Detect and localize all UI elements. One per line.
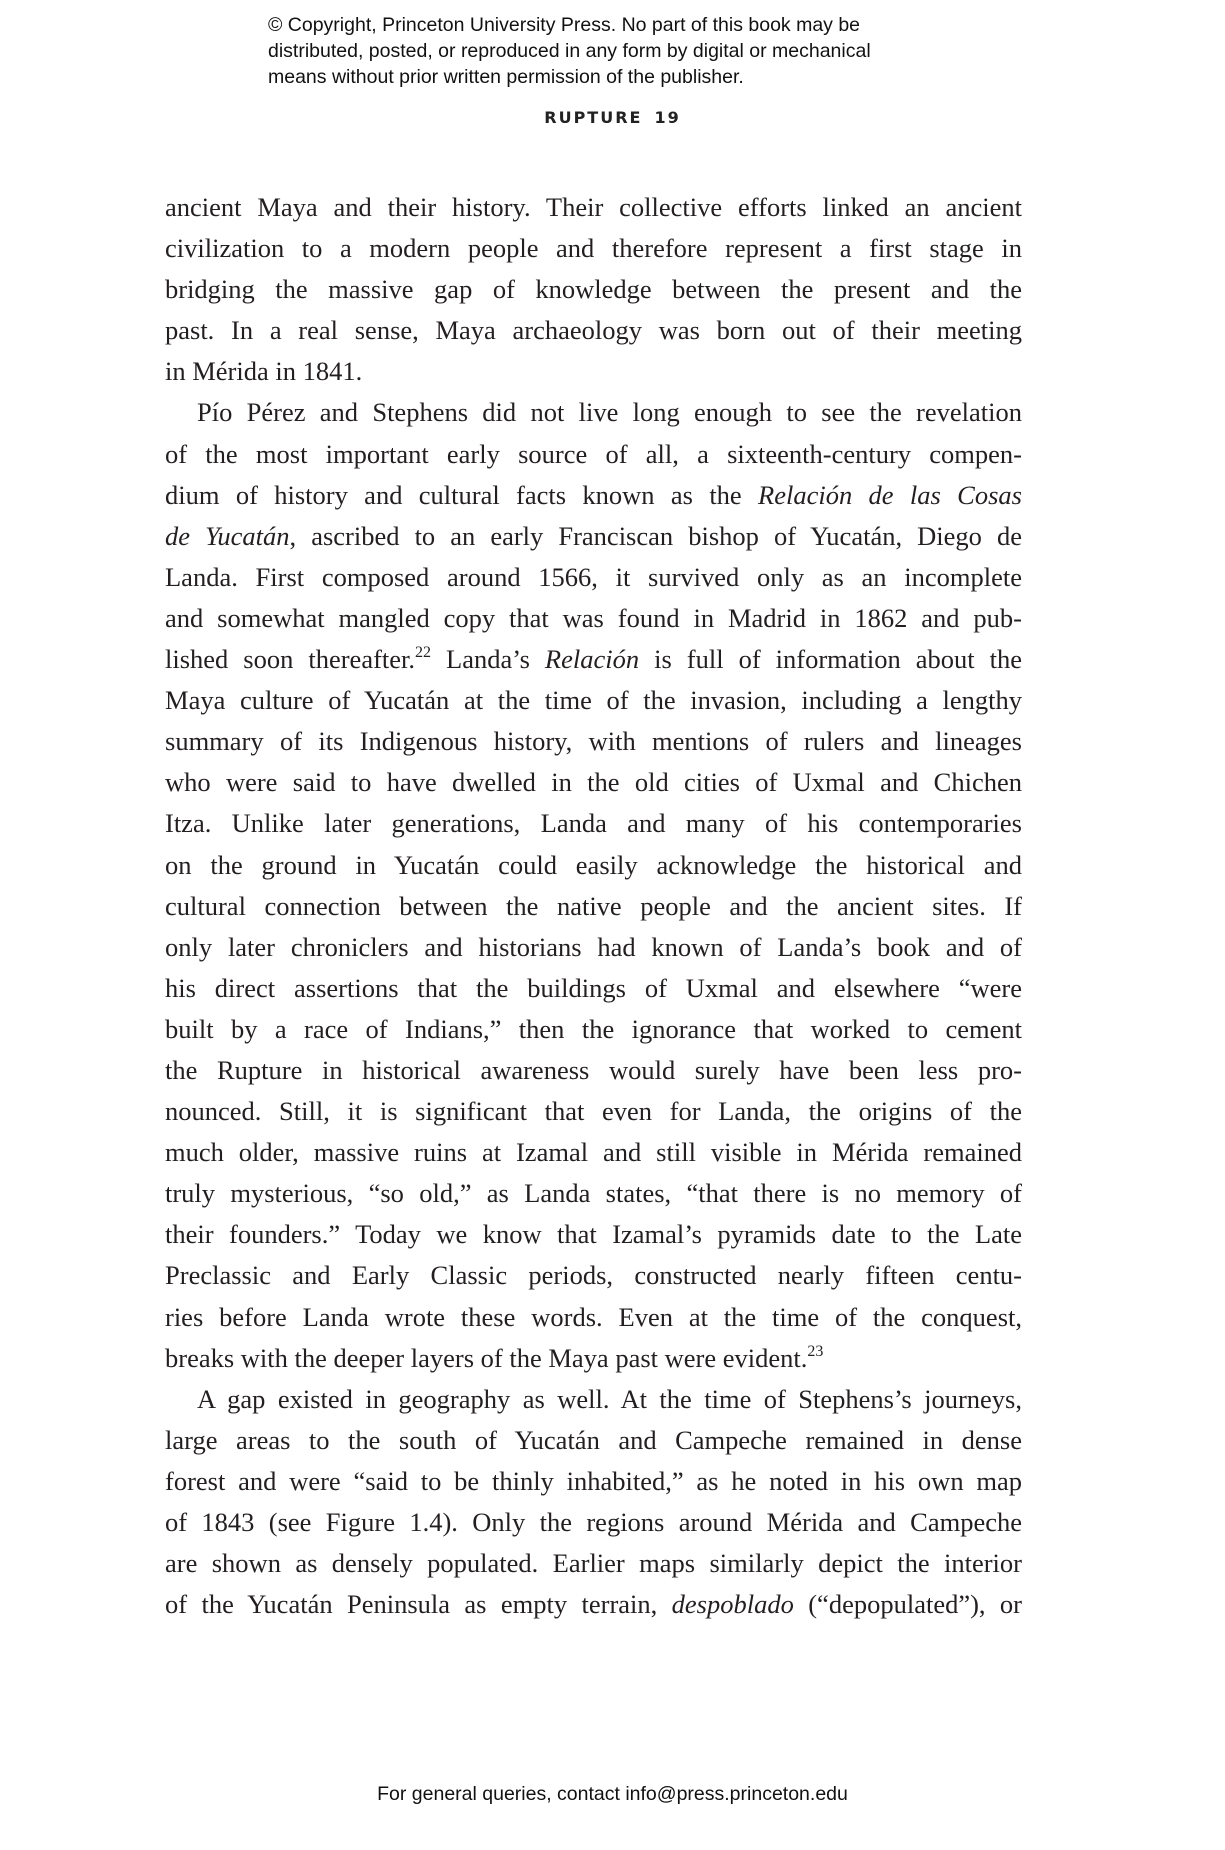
text-line: [165, 269, 1022, 310]
text-line: [165, 1420, 1022, 1461]
text-line: [165, 1379, 1022, 1420]
footnote-ref: 23: [807, 1342, 824, 1360]
text-line: [165, 1214, 1022, 1255]
text-run: past. In a real sense, Maya archaeology was born out of their meeting: [165, 315, 1022, 346]
copyright-line: means without prior written permission of the publisher.: [268, 66, 744, 88]
text-run: breaks with the deeper layers of the Maya past were evident.: [165, 1342, 808, 1373]
text-line: [165, 228, 1022, 269]
text-line: [165, 187, 1022, 228]
text-run: , ascribed to an early Franciscan bishop of Yucatán, Diego de: [289, 520, 1022, 551]
text-run: of the most important early source of all, a sixteenth-century compen-: [165, 438, 1022, 469]
text-run: summary of its Indigenous history, with mentions of rulers and lineages: [165, 726, 1022, 757]
text-run: forest and were “said to be thinly inhabited,” as he noted in his own map: [165, 1465, 1022, 1496]
text-run: only later chroniclers and historians had known of Landa’s book and of: [165, 931, 1022, 962]
text-run: truly mysterious, “so old,” as Landa states, “that there is no memory of: [165, 1178, 1022, 1209]
text-line: [165, 886, 1022, 927]
text-line: [165, 927, 1022, 968]
footer-contact: For general queries, contact info@press.princeton.edu: [377, 1783, 848, 1805]
text-line: [165, 351, 1022, 392]
text-line: [165, 803, 1022, 844]
text-run: ries before Landa wrote these words. Even at the time of the conquest,: [165, 1301, 1022, 1332]
chapter-title: RUPTURE: [544, 108, 643, 127]
text-line: [165, 1091, 1022, 1132]
text-run: on the ground in Yucatán could easily acknowledge the historical and: [165, 849, 1022, 880]
text-run: in Mérida in 1841.: [165, 356, 363, 387]
text-run: bridging the massive gap of knowledge between the present and the: [165, 274, 1022, 305]
text-line: [165, 310, 1022, 351]
text-line: [165, 392, 1022, 433]
text-run: are shown as densely populated. Earlier maps similarly depict the interior: [165, 1548, 1022, 1579]
text-line: [165, 516, 1022, 557]
text-run: dium of history and cultural facts known as the: [165, 479, 759, 510]
text-run: who were said to have dwelled in the old cities of Uxmal and Chichen: [165, 767, 1022, 798]
text-run: is full of information about the: [639, 644, 1023, 675]
italic-title: despoblado: [671, 1589, 794, 1620]
text-run: of 1843 (see Figure 1.4). Only the regions around Mérida and Campeche: [165, 1507, 1022, 1537]
footnote-ref: 22: [415, 644, 432, 662]
text-line: [165, 1297, 1022, 1338]
running-head: [0, 108, 1225, 127]
text-line: [165, 1255, 1022, 1296]
text-line: [165, 1338, 1022, 1379]
page-number: 19: [654, 108, 681, 127]
text-line: [165, 557, 1022, 598]
text-run: Landa. First composed around 1566, it survived only as an incomplete: [165, 561, 1022, 592]
text-run: and somewhat mangled copy that was found in Madrid in 1862 and pub-: [165, 602, 1022, 633]
text-run: their founders.” Today we know that Izamal’s pyramids date to the Late: [165, 1219, 1022, 1250]
text-line: [165, 1173, 1022, 1214]
italic-title: Relación de las Cosas: [758, 479, 1022, 510]
text-run: (“depopulated”), or: [793, 1589, 1022, 1620]
text-line: [165, 1050, 1022, 1091]
italic-title: de Yucatán: [165, 520, 290, 551]
text-run: A gap existed in geography as well. At the time of Stephens’s journeys,: [197, 1383, 1022, 1414]
copyright-notice: [268, 12, 871, 90]
text-run: cultural connection between the native people and the ancient sites. If: [165, 890, 1022, 921]
body-text: [165, 187, 1022, 1625]
text-run: built by a race of Indians,” then the ignorance that worked to cement: [165, 1013, 1022, 1044]
text-run: lished soon thereafter.: [165, 644, 416, 675]
text-line: [165, 598, 1022, 639]
italic-title: Relación: [544, 644, 640, 675]
text-line: [165, 639, 1022, 680]
text-run: much older, massive ruins at Izamal and still visible in Mérida remained: [165, 1137, 1022, 1168]
text-line: [165, 968, 1022, 1009]
text-run: of the Yucatán Peninsula as empty terrain,: [165, 1589, 672, 1620]
paragraph: [165, 1379, 1022, 1626]
text-line: [165, 1132, 1022, 1173]
text-line: [165, 1584, 1022, 1625]
text-run: ancient Maya and their history. Their collective efforts linked an ancient: [165, 192, 1022, 222]
text-run: nounced. Still, it is significant that even for Landa, the origins of the: [165, 1096, 1022, 1127]
text-line: [165, 1502, 1022, 1543]
text-run: large areas to the south of Yucatán and Campeche remained in dense: [165, 1424, 1022, 1455]
text-run: Pío Pérez and Stephens did not live long enough to see the revelation: [197, 397, 1022, 428]
text-run: civilization to a modern people and therefore represent a first stage in: [165, 233, 1022, 264]
copyright-line: © Copyright, Princeton University Press. No part of this book may be: [268, 14, 861, 36]
text-run: Landa’s: [431, 644, 545, 675]
text-line: [165, 1461, 1022, 1502]
text-run: his direct assertions that the buildings of Uxmal and elsewhere “were: [165, 972, 1022, 1003]
text-run: Preclassic and Early Classic periods, constructed nearly fifteen centu-: [165, 1260, 1022, 1291]
text-run: the Rupture in historical awareness would surely have been less pro-: [165, 1054, 1022, 1085]
text-line: [165, 680, 1022, 721]
text-line: [165, 845, 1022, 886]
text-run: Maya culture of Yucatán at the time of the invasion, including a lengthy: [165, 685, 1022, 716]
copyright-line: distributed, posted, or reproduced in any form by digital or mechanical: [268, 40, 871, 62]
text-line: [165, 1009, 1022, 1050]
text-line: [165, 1543, 1022, 1584]
text-line: [165, 475, 1022, 516]
text-line: [165, 721, 1022, 762]
text-run: Itza. Unlike later generations, Landa and many of his contemporaries: [165, 808, 1022, 839]
text-line: [165, 762, 1022, 803]
text-line: [165, 434, 1022, 475]
paragraph: [165, 187, 1022, 392]
paragraph: [165, 392, 1022, 1378]
